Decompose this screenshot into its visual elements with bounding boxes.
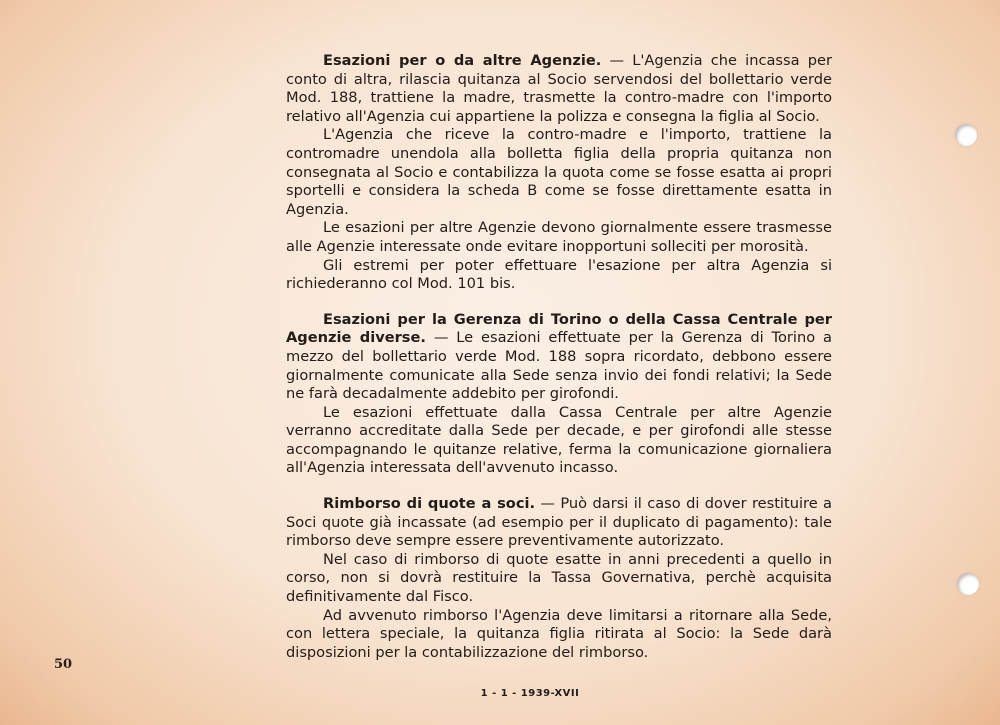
punch-hole-bottom: [957, 573, 979, 595]
section-gap: [286, 478, 832, 495]
section-heading: Esazioni per o da altre Agenzie.: [323, 52, 602, 69]
section-heading: Rimborso di quote a soci.: [323, 495, 536, 513]
section-gap: [286, 294, 832, 311]
punch-hole-top: [955, 124, 977, 146]
paragraph-text: — Può darsi il caso di dover restituire a Soci quote già incassate (ad esempio per il duplicato di pagamento): tale rimborso deve sempre essere preventivamente autorizzato.: [286, 495, 832, 550]
paragraph: L'Agenzia che riceve la contro-madre e l'importo, trattiene la contromadre unendola alla bolletta figlia della propria quitanza non consegnata al Socio e contabilizza la quota come se fosse esatta ai propri sportelli e considera la scheda B come se fosse direttamente esatta in Agenzia.: [286, 126, 832, 218]
section-heading: Esazioni per la Gerenza di Torino o della Cassa Centrale per Agenzie diverse.: [286, 310, 832, 347]
paragraph: Gli estremi per poter effettuare l'esazione per altra Agenzia si richiederanno col Mod. 101 bis.: [286, 256, 832, 293]
paragraph: Nel caso di rimborso di quote esatte in anni precedenti a quello in corso, non si dovrà restituire la Tassa Governativa, perchè acquisita definitivamente dal Fisco.: [286, 550, 832, 606]
footer-date: 1 - 1 - 1939-XVII: [480, 688, 580, 699]
paragraph: Le esazioni per altre Agenzie devono giornalmente essere trasmesse alle Agenzie interessate onde evitare inopportuni solleciti per morosità.: [286, 219, 832, 255]
paragraph: Le esazioni effettuate dalla Cassa Centrale per altre Agenzie verranno accreditate dalla Sede per decade, e per girofondi alle stesse accompagnando le quitanze relative, ferma la comunicazione giornaliera all'Agenzia interessata dell'avvenuto incasso.: [286, 403, 832, 477]
paragraph: Ad avvenuto rimborso l'Agenzia deve limitarsi a ritornare alla Sede, con lettera speciale, la quitanza figlia ritirata al Socio: la Sede darà disposizioni per la contabilizzazione del rimborso.: [286, 606, 832, 661]
page-number: 50: [54, 657, 73, 672]
paragraph-text: — L'Agenzia che incassa per conto di altra, rilascia quitanza al Socio servendosi del bollettario verde Mod. 188, trattiene la madre, trasmette la contro-madre con l'importo relativo all'Agenzia cui appartiene la polizza e consegna la figlia al Socio.: [286, 52, 832, 125]
paragraph-text: — Le esazioni effettuate per la Gerenza di Torino a mezzo del bollettario verde Mod. 188 sopra ricordato, debbono essere giornalmente comunicate alla Sede senza invio dei fondi relativi; la Sede ne farà decadalmente addebito per girofondi.: [286, 329, 832, 403]
paragraph: [286, 311, 832, 404]
body-text: [286, 52, 832, 662]
paragraph: [286, 52, 832, 126]
paragraph: [286, 495, 832, 551]
